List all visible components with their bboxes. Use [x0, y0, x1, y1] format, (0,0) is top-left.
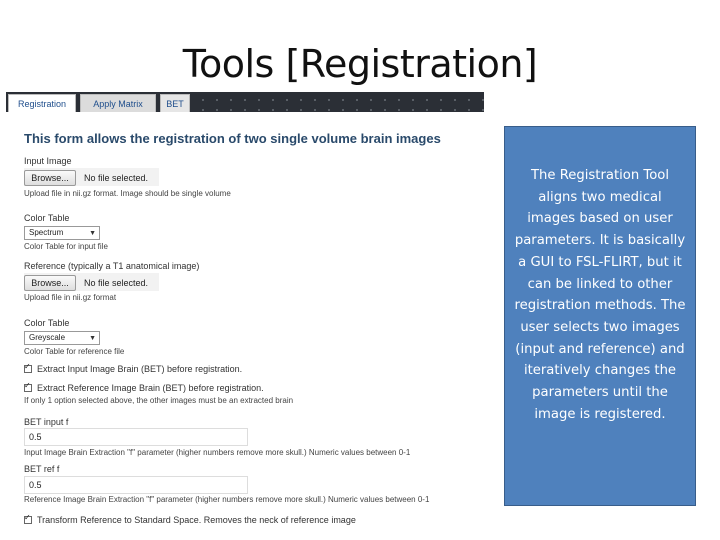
reference-file-status: No file selected.: [84, 278, 149, 288]
slide-title: Tools [Registration]: [182, 42, 538, 86]
bet-ref-field[interactable]: 0.5: [24, 476, 248, 494]
color-table-reference-select[interactable]: [24, 331, 100, 345]
reference-hint: Upload file in nii.gz format: [24, 293, 117, 302]
tab-bet[interactable]: BET: [160, 94, 190, 112]
extract-reference-checkbox[interactable]: [24, 384, 32, 392]
extract-reference-hint: If only 1 option selected above, the other images must be an extracted brain: [24, 396, 294, 405]
color-table-input-hint: Color Table for input file: [24, 242, 108, 251]
info-callout-box: [504, 126, 696, 506]
color-table-reference-label: Color Table: [24, 318, 70, 328]
input-image-label: Input Image: [24, 156, 72, 166]
color-table-input-value: Spectrum: [29, 228, 64, 237]
color-table-input-select[interactable]: [24, 226, 100, 240]
bet-input-label: BET input f: [24, 417, 69, 427]
bet-input-field[interactable]: 0.5: [24, 428, 248, 446]
info-callout-text: The Registration Tool aligns two medical images based on user parameters. It is basically a GUI to FSL-FLIRT, but it can be linked to other registration methods. The user selects two images (input and reference) and iteratively changes the parameters until the image is registered.: [514, 168, 686, 422]
transform-checkbox-row[interactable]: [24, 515, 356, 525]
transform-label: Transform Reference to Standard Space. Removes the neck of reference image: [37, 515, 356, 525]
reference-file-picker[interactable]: [24, 274, 148, 292]
reference-browse-button[interactable]: Browse...: [24, 275, 76, 291]
input-image-file-status: No file selected.: [84, 173, 149, 183]
tab-bar-pattern: [196, 92, 484, 112]
extract-input-checkbox-row[interactable]: [24, 364, 242, 374]
color-table-input-label: Color Table: [24, 213, 70, 223]
form-heading: This form allows the registration of two single volume brain images: [24, 131, 441, 146]
bet-ref-hint: Reference Image Brain Extraction "f" parameter (higher numbers remove more skull.) Numeric values between 0-1: [24, 495, 430, 504]
color-table-reference-value: Greyscale: [29, 333, 66, 342]
input-image-file-picker[interactable]: [24, 169, 148, 187]
tab-bar: [6, 92, 484, 112]
color-table-reference-hint: Color Table for reference file: [24, 347, 125, 356]
tab-apply-matrix[interactable]: Apply Matrix: [80, 94, 156, 112]
extract-input-label: Extract Input Image Brain (BET) before registration.: [37, 364, 243, 374]
chevron-down-icon: ▼: [89, 335, 96, 342]
input-image-browse-button[interactable]: Browse...: [24, 170, 76, 186]
bet-ref-label: BET ref f: [24, 464, 60, 474]
tab-registration[interactable]: Registration: [8, 94, 76, 112]
registration-app-screenshot: [6, 92, 484, 528]
extract-reference-label: Extract Reference Image Brain (BET) before registration.: [37, 383, 264, 393]
reference-label: Reference (typically a T1 anatomical image): [24, 261, 200, 271]
extract-input-checkbox[interactable]: [24, 365, 32, 373]
transform-checkbox[interactable]: [24, 516, 32, 524]
chevron-down-icon: ▼: [89, 230, 96, 237]
extract-reference-checkbox-row[interactable]: [24, 383, 264, 393]
bet-input-hint: Input Image Brain Extraction "f" parameter (higher numbers remove more skull.) Numeric values between 0-1: [24, 448, 411, 457]
input-image-hint: Upload file in nii.gz format. Image should be single volume: [24, 189, 231, 198]
